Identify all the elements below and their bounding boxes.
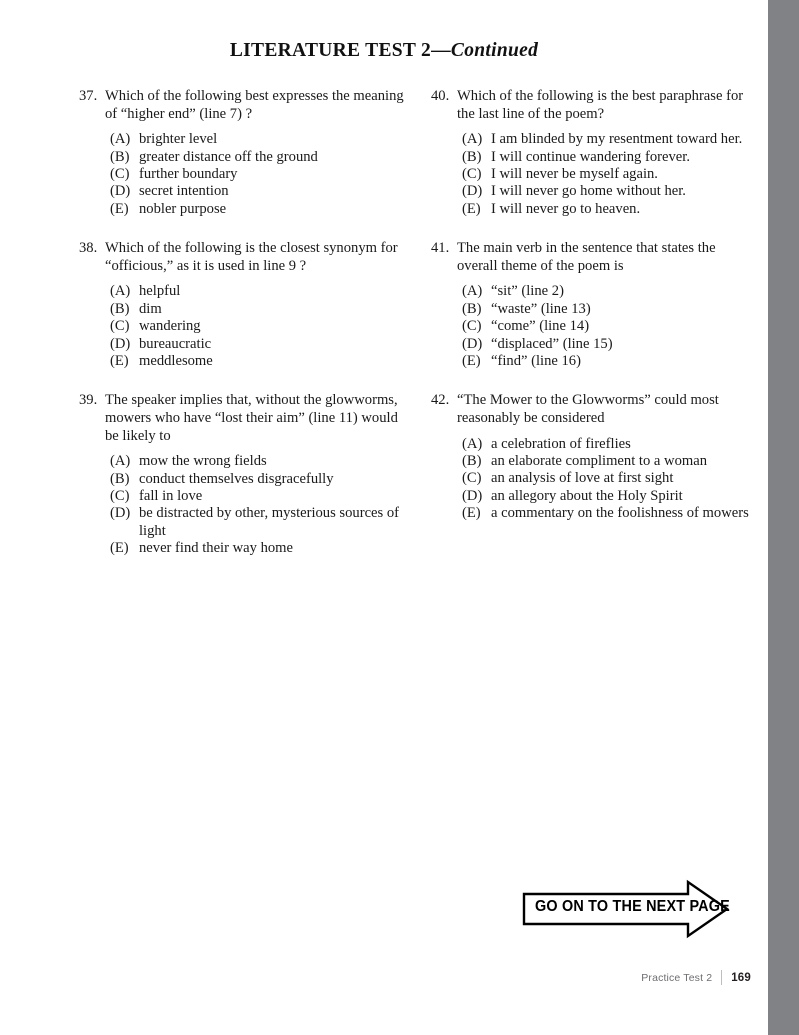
option-letter: (D) [462, 335, 483, 352]
option-text: I will continue wandering forever. [491, 148, 690, 165]
go-on-label: GO ON TO THE NEXT PAGE [535, 898, 730, 915]
option-letter: (A) [462, 435, 483, 452]
footer-divider [721, 970, 722, 985]
question-columns [0, 88, 768, 558]
option-text: further boundary [139, 166, 238, 182]
page-title-continued: Continued [450, 40, 539, 61]
option-letter: (B) [110, 470, 130, 487]
question-stem-block [79, 240, 409, 275]
option-text: conduct themselves disgracefully [139, 470, 334, 487]
option-letter: (E) [462, 200, 481, 217]
page-title-main: LITERATURE TEST 2 [229, 40, 432, 61]
option-text: “sit” (line 2) [491, 283, 564, 300]
option-letter: (C) [462, 318, 482, 335]
answer-option[interactable] [462, 166, 756, 183]
question-stem-block [431, 392, 756, 427]
option-text: a commentary on the foolishness of mowers [491, 505, 749, 522]
option-letter: (A) [110, 453, 131, 470]
option-letter: (A) [462, 283, 483, 300]
answer-option[interactable] [110, 540, 409, 557]
option-letter: (B) [462, 300, 482, 317]
option-text: I will never be myself again. [491, 166, 658, 182]
option-text: I will never go to heaven. [491, 200, 641, 217]
answer-option[interactable] [462, 336, 756, 353]
option-letter: (A) [110, 283, 131, 300]
option-letter: (D) [462, 183, 483, 200]
answer-option[interactable] [462, 283, 756, 300]
option-text: “displaced” (line 15) [491, 335, 613, 352]
answer-option[interactable] [462, 149, 756, 166]
question-stem-block [431, 88, 756, 123]
answer-option[interactable] [110, 336, 409, 353]
option-letter: (A) [462, 131, 483, 148]
option-text: wandering [139, 318, 201, 335]
option-letter: (C) [462, 470, 482, 487]
question-text: The main verb in the sentence that states the overall theme of the poem is [457, 240, 716, 274]
option-text: brighter level [139, 131, 218, 148]
option-letter: (E) [462, 353, 481, 370]
answer-option[interactable] [462, 453, 756, 470]
answer-options [431, 436, 756, 523]
answer-option[interactable] [462, 131, 756, 148]
option-text: meddlesome [139, 353, 213, 370]
option-text: helpful [139, 283, 181, 300]
answer-option[interactable] [110, 131, 409, 148]
answer-option[interactable] [110, 488, 409, 505]
answer-option[interactable] [110, 166, 409, 183]
option-text-continuation: light [139, 522, 166, 539]
answer-options [431, 131, 756, 218]
go-on-to-next-page-banner [521, 878, 730, 940]
option-letter: (D) [110, 505, 131, 522]
answer-option[interactable] [110, 183, 409, 200]
option-letter: (B) [462, 148, 482, 165]
answer-option[interactable] [462, 183, 756, 200]
answer-option[interactable] [110, 505, 409, 540]
option-text: a celebration of fireflies [491, 435, 631, 452]
option-letter: (B) [110, 148, 130, 165]
answer-options [431, 283, 756, 370]
answer-options [79, 283, 409, 370]
option-letter: (E) [110, 540, 129, 557]
option-letter: (C) [110, 166, 130, 182]
option-letter: (D) [110, 183, 131, 200]
question-number: 37. [79, 88, 98, 104]
option-text: “come” (line 14) [491, 318, 590, 335]
answer-option[interactable] [462, 488, 756, 505]
option-text: secret intention [139, 183, 229, 200]
question-text: The speaker implies that, without the glowworms, mowers who have “lost their aim” (line 11) would be likely to [105, 392, 398, 444]
question-number: 39. [79, 392, 98, 409]
page-edge-bar [768, 0, 799, 1035]
answer-option[interactable] [462, 436, 756, 453]
option-text: be distracted by other, mysterious sources of [139, 505, 400, 522]
option-text: fall in love [139, 488, 203, 505]
option-letter: (D) [110, 335, 131, 352]
question-column-left [79, 88, 409, 580]
answer-option[interactable] [462, 470, 756, 487]
answer-option[interactable] [110, 318, 409, 335]
answer-options [79, 131, 409, 218]
option-letter: (D) [462, 487, 483, 504]
question-number: 38. [79, 240, 98, 257]
answer-option[interactable] [110, 353, 409, 370]
answer-option[interactable] [110, 201, 409, 218]
answer-options [79, 453, 409, 557]
question-stem-block [431, 240, 756, 275]
option-letter: (C) [462, 166, 482, 182]
question-text: Which of the following is the best paraphrase for the last line of the poem? [457, 88, 744, 122]
option-letter: (E) [462, 505, 481, 522]
footer-test-label: Practice Test 2 [641, 971, 713, 984]
option-letter: (C) [110, 488, 130, 505]
question-number: 40. [431, 88, 450, 104]
question-40 [431, 88, 756, 218]
answer-option[interactable] [462, 201, 756, 218]
option-text: nobler purpose [139, 200, 227, 217]
question-text: Which of the following is the closest synonym for “officious,” as it is used in line 9 ? [105, 240, 398, 274]
page-footer [641, 970, 751, 985]
question-stem-block [79, 88, 409, 123]
answer-option[interactable] [462, 318, 756, 335]
option-letter: (C) [110, 318, 130, 335]
answer-option[interactable] [110, 471, 409, 488]
question-42 [431, 392, 756, 522]
option-text: mow the wrong fields [139, 453, 267, 470]
page-title [0, 40, 768, 62]
option-text: an allegory about the Holy Spirit [491, 487, 683, 504]
option-text: an analysis of love at first sight [491, 470, 674, 487]
option-text: dim [139, 300, 162, 317]
answer-option[interactable] [462, 353, 756, 370]
option-letter: (B) [110, 300, 130, 317]
question-number: 42. [431, 392, 450, 409]
question-column-right [431, 88, 756, 545]
footer-page-number: 169 [731, 971, 751, 984]
question-39 [79, 392, 409, 557]
option-text: “find” (line 16) [491, 353, 581, 370]
option-text: an elaborate compliment to a woman [491, 453, 707, 470]
answer-option[interactable] [110, 453, 409, 470]
answer-option[interactable] [110, 301, 409, 318]
question-37 [79, 88, 409, 218]
option-text: bureaucratic [139, 335, 212, 352]
option-text: I am blinded by my resentment toward her. [491, 131, 743, 148]
answer-option[interactable] [110, 283, 409, 300]
question-number: 41. [431, 240, 450, 257]
answer-option[interactable] [110, 149, 409, 166]
option-text: greater distance off the ground [139, 148, 318, 165]
option-letter: (E) [110, 200, 129, 217]
answer-option[interactable] [462, 505, 756, 522]
question-38 [79, 240, 409, 370]
question-text: Which of the following best expresses the meaning of “higher end” (line 7) ? [105, 88, 404, 122]
answer-option[interactable] [462, 301, 756, 318]
question-text: “The Mower to the Glowworms” could most reasonably be considered [457, 392, 719, 427]
question-stem-block [79, 392, 409, 445]
option-text: I will never go home without her. [491, 183, 686, 200]
option-letter: (E) [110, 353, 129, 370]
page-title-dash: — [431, 40, 451, 61]
question-41 [431, 240, 756, 370]
option-letter: (A) [110, 131, 131, 148]
option-text: never find their way home [139, 540, 293, 557]
option-letter: (B) [462, 453, 482, 470]
option-text: “waste” (line 13) [491, 300, 591, 317]
